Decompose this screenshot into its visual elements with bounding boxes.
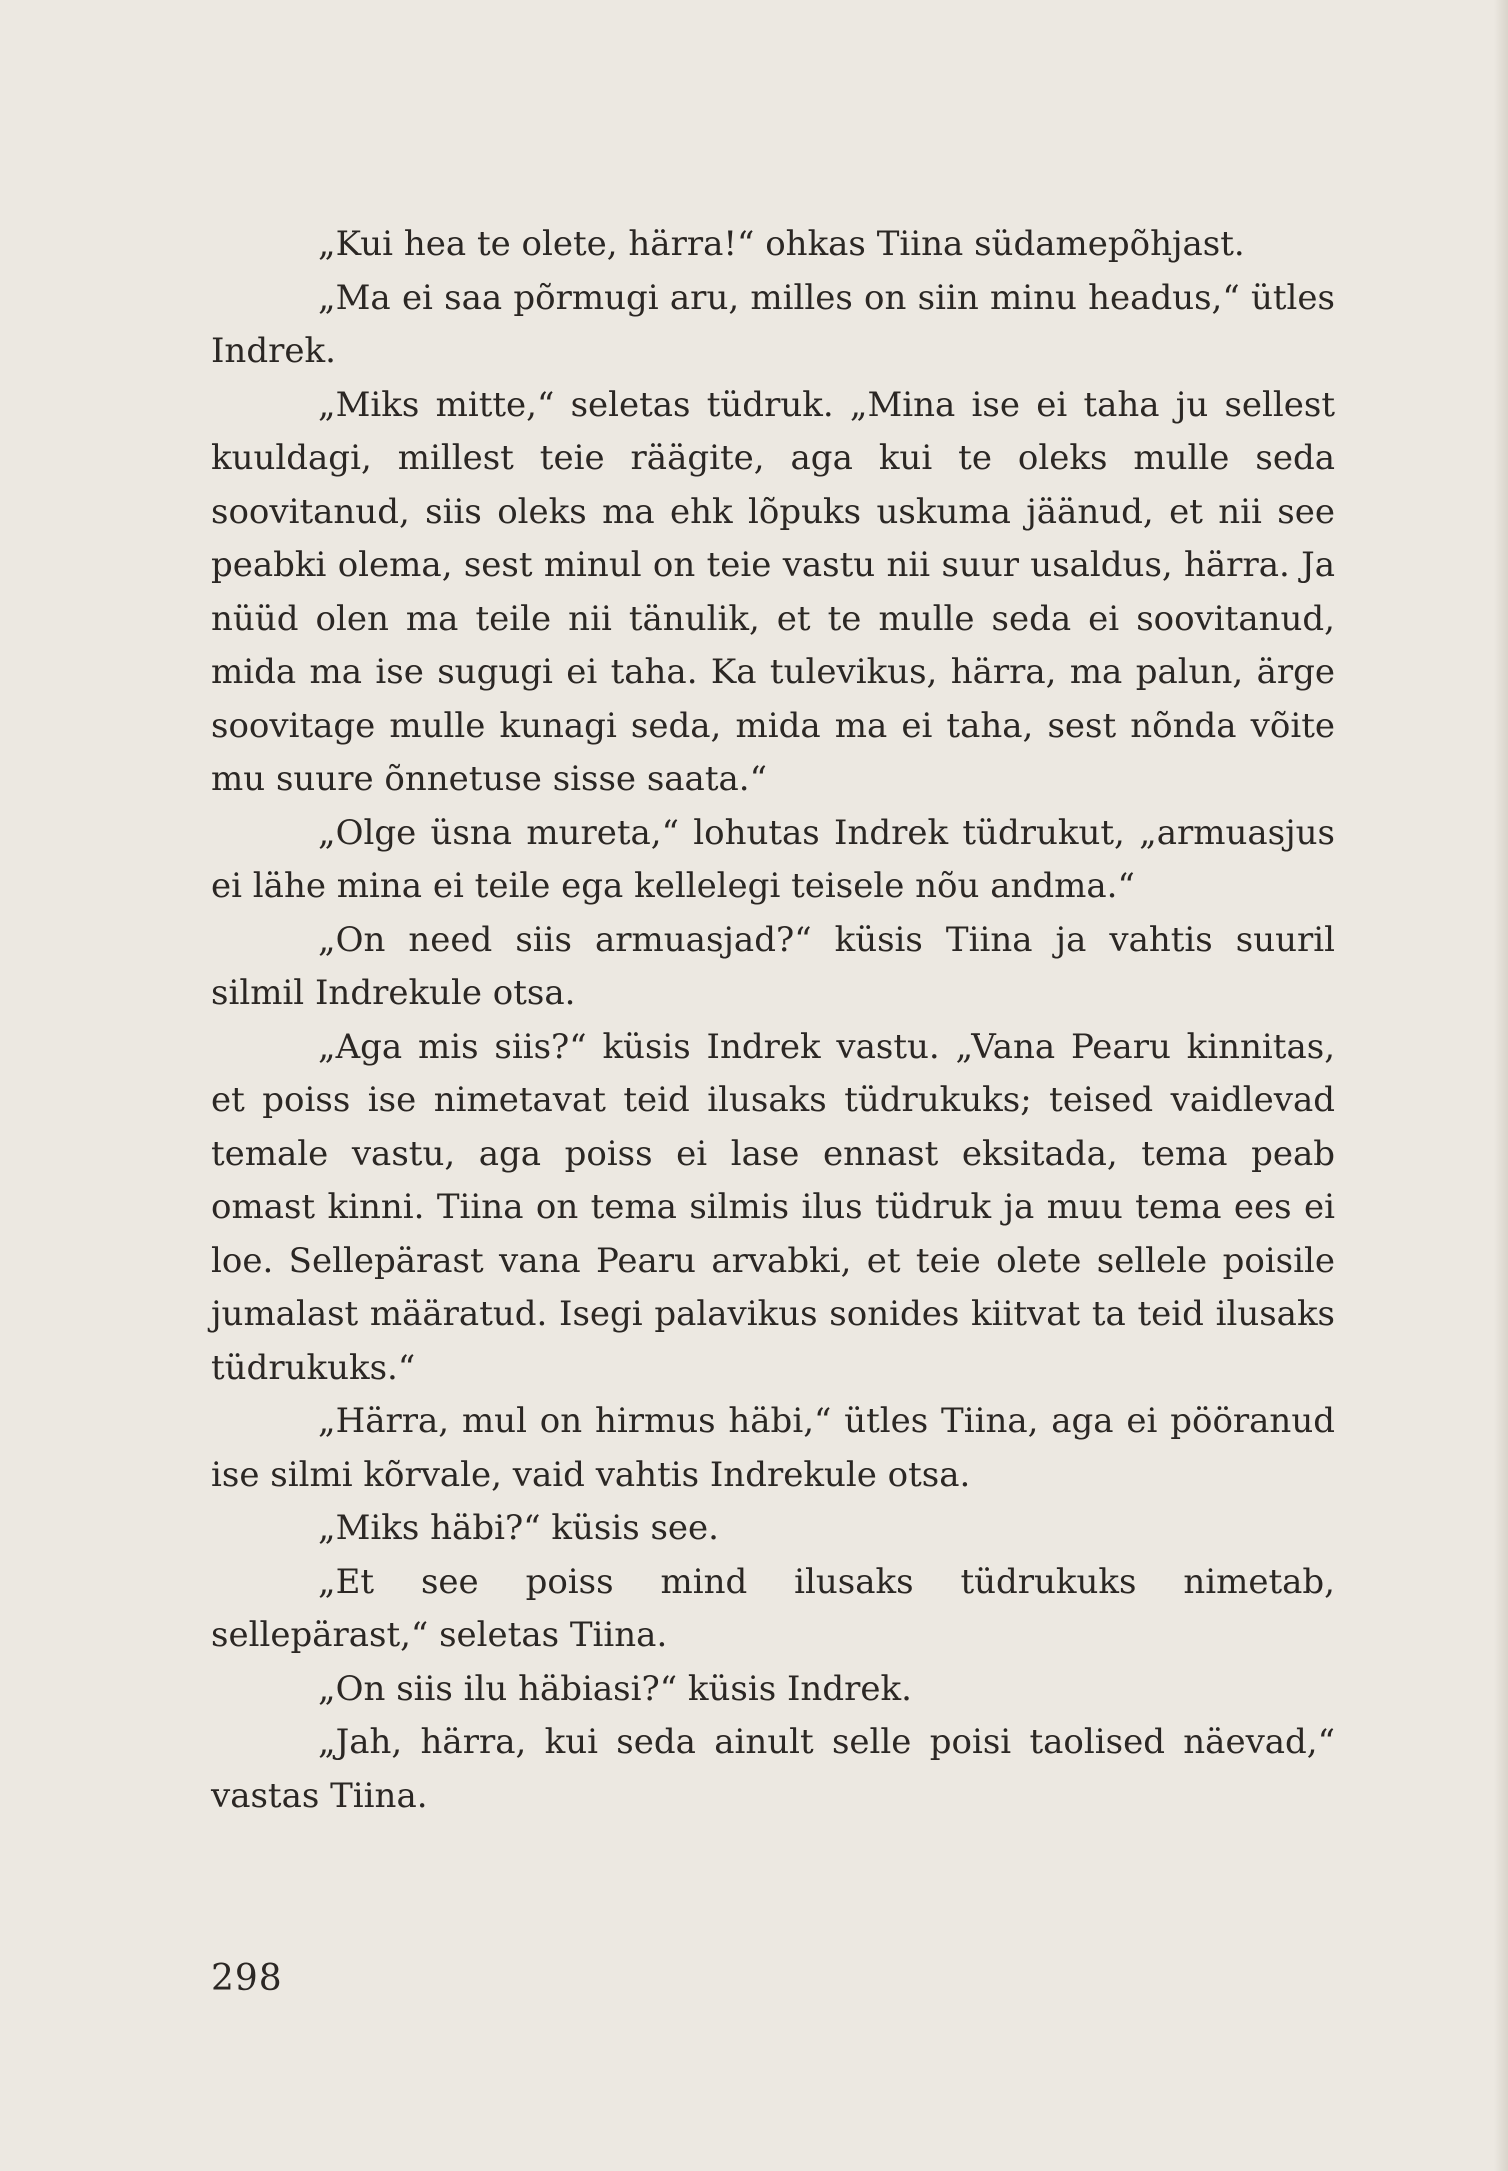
page-number: 298 bbox=[211, 1958, 283, 1999]
paragraph-7: „Härra, mul on hirmus häbi,“ ütles Tiina, aga ei pööranud ise silmi kõrvale, vaid vahtis Indrekule otsa. bbox=[211, 1401, 1335, 1495]
paragraph-6: „Aga mis siis?“ küsis Indrek vastu. „Vana Pearu kinnitas, et poiss ise nimetavat teid ilusaks tüdrukuks; teised vaidlevad temale vastu, aga poiss ei lase ennast eksitada, tema peab omast kinni. Tiina on tema silmis ilus tüdruk ja muu tema ees ei loe. Sellepärast vana Pearu arvabki, et teie olete sellele poisile jumalast määratud. Isegi palavikus sonides kiitvat ta teid ilusaks tüdrukuks.“ bbox=[211, 1026, 1335, 1388]
paragraph-1: „Kui hea te olete, härra!“ ohkas Tiina südamepõhjast. bbox=[318, 224, 1245, 264]
paragraph-2: „Ma ei saa põrmugi aru, milles on siin minu headus,“ ütles Indrek. bbox=[211, 277, 1335, 371]
paragraph-3: „Miks mitte,“ seletas tüdruk. „Mina ise ei taha ju sellest kuuldagi, millest teie räägite, aga kui te oleks mulle seda soovitanud, siis oleks ma ehk lõpuks uskuma jäänud, et nii see peabki olema, sest minul on teie vastu nii suur usaldus, härra. Ja nüüd olen ma teile nii tänulik, et te mulle seda ei soovitanud, mida ma ise sugugi ei taha. Ka tulevikus, härra, ma palun, ärge soovitage mulle kunagi seda, mida ma ei taha, sest nõnda võite mu suure õnnetuse sisse saata.“ bbox=[211, 384, 1335, 799]
paragraph-11: „Jah, härra, kui seda ainult selle poisi taolised näevad,“ vastas Tiina. bbox=[211, 1722, 1335, 1816]
page-edge bbox=[1494, 0, 1508, 2171]
paragraph-4: „Olge üsna mureta,“ lohutas Indrek tüdrukut, „armuasjus ei lähe mina ei teile ega kellelegi teisele nõu andma.“ bbox=[211, 812, 1335, 906]
paragraph-9: „Et see poiss mind ilusaks tüdrukuks nimetab, sellepärast,“ seletas Tiina. bbox=[211, 1561, 1335, 1655]
paragraph-5: „On need siis armuasjad?“ küsis Tiina ja vahtis suuril silmil Indrekule otsa. bbox=[211, 919, 1335, 1013]
body-text bbox=[211, 218, 1335, 1823]
paragraph-8: „Miks häbi?“ küsis see. bbox=[318, 1508, 719, 1548]
paragraph-10: „On siis ilu häbiasi?“ küsis Indrek. bbox=[318, 1668, 912, 1709]
